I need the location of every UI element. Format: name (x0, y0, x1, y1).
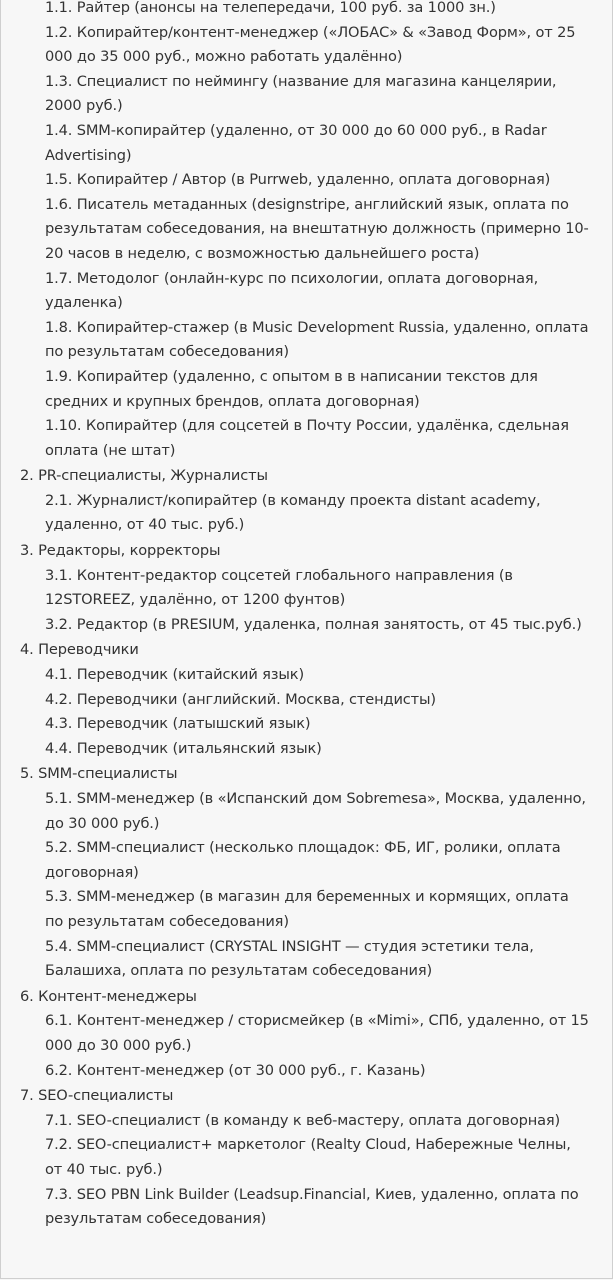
vacancy-item: 1.5. Копирайтер / Автор (в Purrweb, удаленно, оплата договорная) (45, 171, 551, 189)
category-section (0, 638, 600, 761)
vacancy-item: 3.2. Редактор (в PRESIUM, удаленка, полная занятость, от 45 тыс.руб.) (45, 615, 582, 633)
vacancy-item: 4.1. Переводчик (китайский язык) (45, 666, 304, 684)
vacancy-item: 1.3. Специалист по неймингу (название для магазина канцелярии, 2000 руб.) (45, 72, 557, 115)
vacancy-item: 1.7. Методолог (онлайн-курс по психологии, оплата договорная, удаленка) (45, 269, 539, 312)
category-title: 2. PR-специалисты, Журналисты (20, 467, 268, 485)
vacancy-item: 1.6. Писатель метаданных (designstripe, английский язык, оплата по результатам собеседования, на внештатную должность (примерно 10-20 часов в неделю, с возможностью дальнейшего роста) (45, 195, 589, 262)
vacancy-item: 3.1. Контент-редактор соцсетей глобального направления (в 12STOREEZ, удалённо, от 1200 фунтов) (45, 566, 513, 609)
vacancy-items (0, 0, 600, 463)
vacancy-item: 1.1. Райтер (анонсы на телепередачи, 100 руб. за 1000 зн.) (45, 0, 496, 16)
vacancy-item: 4.3. Переводчик (латышский язык) (45, 715, 311, 733)
vacancy-item: 1.8. Копирайтер-стажер (в Music Development Russia, удаленно, оплата по результатам собеседования) (45, 318, 589, 361)
vacancy-items (0, 1109, 600, 1232)
vacancy-item: 6.2. Контент-менеджер (от 30 000 руб., г. Казань) (45, 1061, 426, 1079)
category-title: 3. Редакторы, корректоры (20, 542, 221, 560)
vacancy-item: 2.1. Журналист/копирайтер (в команду проекта distant academy, удаленно, от 40 тыс. руб.) (45, 491, 541, 534)
vacancy-items (0, 1009, 600, 1083)
category-section (0, 539, 600, 637)
category-section (0, 464, 600, 538)
vacancy-item: 5.4. SMM-специалист (CRYSTAL INSIGHT — студия эстетики тела, Балашиха, оплата по результатам собеседования) (45, 937, 534, 980)
vacancy-items (0, 489, 600, 538)
vacancy-item: 5.2. SMM-специалист (несколько площадок: ФБ, ИГ, ролики, оплата договорная) (45, 839, 561, 881)
vacancy-item: 6.1. Контент-менеджер / сторисмейкер (в «Mimi», СПб, удаленно, от 15 000 до 30 000 руб.) (45, 1012, 589, 1054)
category-section (0, 985, 600, 1083)
category-section (0, 762, 600, 983)
vacancy-item: 5.1. SMM-менеджер (в «Испанский дом Sobremesa», Москва, удаленно, до 30 000 руб.) (45, 790, 586, 832)
vacancy-item: 7.3. SEO PBN Link Builder (Leadsup.Financial, Киев, удаленно, оплата по результатам собеседования) (45, 1185, 579, 1228)
vacancy-items (0, 663, 600, 761)
category-section (0, 0, 600, 463)
category-section (0, 1084, 600, 1232)
vacancy-items (0, 787, 600, 984)
category-title: 7. SEO-специалисты (20, 1087, 174, 1105)
category-title: 5. SMM-специалисты (20, 765, 178, 783)
category-title: 6. Контент-менеджеры (20, 987, 197, 1005)
vacancy-item: 4.4. Переводчик (итальянский язык) (45, 739, 322, 757)
vacancy-item: 1.4. SMM-копирайтер (удаленно, от 30 000 до 60 000 руб., в Radar Advertising) (45, 121, 547, 164)
vacancy-item: 1.9. Копирайтер (удаленно, с опытом в в написании текстов для средних и крупных брендов, оплата договорная) (45, 367, 538, 410)
vacancy-items (0, 564, 600, 638)
vacancy-item: 1.10. Копирайтер (для соцсетей в Почту России, удалёнка, сдельная оплата (не штат) (45, 417, 569, 459)
vacancy-item: 5.3. SMM-менеджер (в магазин для беременных и кормящих, оплата по результатам собеседования) (45, 888, 569, 930)
vacancy-item: 1.2. Копирайтер/контент-менеджер («ЛОБАС» & «Завод Форм», от 25 000 до 35 000 руб., можно работать удалённо) (45, 23, 576, 66)
category-title: 4. Переводчики (20, 641, 139, 659)
vacancy-item: 4.2. Переводчики (английский. Москва, стендисты) (45, 690, 436, 708)
vacancy-item: 7.1. SEO-специалист (в команду к веб-мастеру, оплата договорная) (45, 1111, 561, 1129)
vacancy-item: 7.2. SEO-специалист+ маркетолог (Realty Cloud, Набережные Челны, от 40 тыс. руб.) (45, 1136, 571, 1178)
